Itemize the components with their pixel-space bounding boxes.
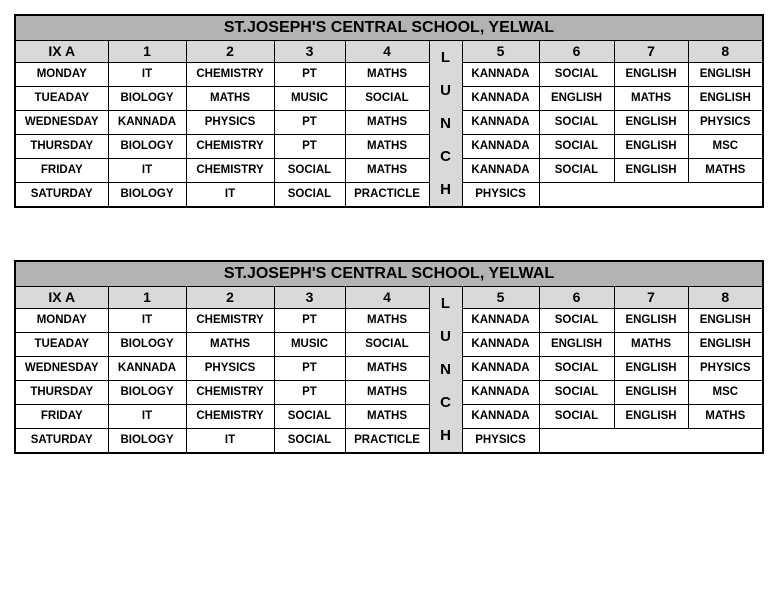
subject-cell: BIOLOGY [108,428,186,453]
subject-cell: KANNADA [462,86,539,110]
subject-cell: IT [108,158,186,182]
lunch-column [429,287,462,454]
subject-cell: ENGLISH [688,308,763,332]
subject-cell: SOCIAL [274,404,345,428]
subject-cell: KANNADA [462,308,539,332]
table-row [15,110,763,134]
subject-cell: PT [274,356,345,380]
subject-cell: PT [274,380,345,404]
subject-cell: PT [274,62,345,86]
subject-cell: ENGLISH [614,308,688,332]
table-row [15,134,763,158]
subject-cell: ENGLISH [614,134,688,158]
subject-cell: SOCIAL [345,332,429,356]
period-header: 3 [274,287,345,309]
subject-cell: SOCIAL [539,404,614,428]
lunch-letter: L [440,49,451,66]
period-header: 4 [345,41,429,63]
period-header: 5 [462,287,539,309]
day-label: THURSDAY [15,134,108,158]
subject-cell: PT [274,110,345,134]
subject-cell: KANNADA [108,356,186,380]
subject-cell: IT [108,62,186,86]
lunch-letter: C [440,148,451,165]
lunch-letter: U [440,82,451,99]
subject-cell: MATHS [345,62,429,86]
subject-cell: KANNADA [462,404,539,428]
subject-cell: SOCIAL [539,62,614,86]
period-header: 7 [614,287,688,309]
day-label: SATURDAY [15,182,108,207]
subject-cell: BIOLOGY [108,332,186,356]
subject-cell: ENGLISH [688,332,763,356]
subject-cell: SOCIAL [274,158,345,182]
subject-cell: ENGLISH [614,380,688,404]
day-label: WEDNESDAY [15,110,108,134]
day-label: WEDNESDAY [15,356,108,380]
school-title: ST.JOSEPH'S CENTRAL SCHOOL, YELWAL [15,15,763,41]
period-header: 4 [345,287,429,309]
subject-cell: PRACTICLE [345,182,429,207]
subject-cell: SOCIAL [539,134,614,158]
lunch-letter: U [440,328,451,345]
period-header: 6 [539,287,614,309]
lunch-column [429,41,462,208]
lunch-letter: N [440,361,451,378]
subject-cell: PHYSICS [186,110,274,134]
period-header: 3 [274,41,345,63]
subject-cell: PT [274,308,345,332]
class-label: IX A [15,287,108,309]
subject-cell: MATHS [345,134,429,158]
subject-cell: MATHS [345,404,429,428]
subject-cell: ENGLISH [539,332,614,356]
subject-cell: KANNADA [462,158,539,182]
day-label: FRIDAY [15,158,108,182]
subject-cell: PHYSICS [186,356,274,380]
subject-cell: SOCIAL [539,356,614,380]
period-header: 2 [186,287,274,309]
subject-cell: ENGLISH [614,158,688,182]
period-header: 8 [688,287,763,309]
subject-cell: SOCIAL [274,428,345,453]
lunch-letter: H [440,427,451,444]
empty-cell [539,182,763,207]
day-label: MONDAY [15,308,108,332]
table-row [15,62,763,86]
subject-cell: BIOLOGY [108,182,186,207]
period-header: 7 [614,41,688,63]
period-header: 8 [688,41,763,63]
lunch-letter: C [440,394,451,411]
empty-cell [539,428,763,453]
subject-cell: MUSIC [274,332,345,356]
timetable-top [14,14,764,208]
subject-cell: IT [186,182,274,207]
subject-cell: MUSIC [274,86,345,110]
subject-cell: ENGLISH [614,356,688,380]
subject-cell: MATHS [186,86,274,110]
day-label: MONDAY [15,62,108,86]
subject-cell: KANNADA [462,380,539,404]
subject-cell: IT [108,308,186,332]
subject-cell: ENGLISH [688,62,763,86]
subject-cell: KANNADA [462,62,539,86]
table-row [15,158,763,182]
subject-cell: KANNADA [462,356,539,380]
subject-cell: BIOLOGY [108,134,186,158]
period-header: 1 [108,287,186,309]
subject-cell: PT [274,134,345,158]
subject-cell: CHEMISTRY [186,380,274,404]
subject-cell: SOCIAL [274,182,345,207]
subject-cell: ENGLISH [614,110,688,134]
subject-cell: MATHS [614,86,688,110]
subject-cell: ENGLISH [614,404,688,428]
subject-cell: BIOLOGY [108,380,186,404]
subject-cell: SOCIAL [539,308,614,332]
table-row [15,86,763,110]
subject-cell: CHEMISTRY [186,62,274,86]
day-label: THURSDAY [15,380,108,404]
subject-cell: ENGLISH [688,86,763,110]
subject-cell: MATHS [345,110,429,134]
subject-cell: MSC [688,134,763,158]
subject-cell: PHYSICS [688,110,763,134]
class-label: IX A [15,41,108,63]
subject-cell: CHEMISTRY [186,308,274,332]
subject-cell: KANNADA [462,332,539,356]
subject-cell: BIOLOGY [108,86,186,110]
subject-cell: MATHS [186,332,274,356]
subject-cell: CHEMISTRY [186,158,274,182]
subject-cell: CHEMISTRY [186,404,274,428]
subject-cell: MATHS [345,356,429,380]
school-title: ST.JOSEPH'S CENTRAL SCHOOL, YELWAL [15,261,763,287]
subject-cell: MSC [688,380,763,404]
table-row [15,332,763,356]
subject-cell: PRACTICLE [345,428,429,453]
table-row [15,308,763,332]
subject-cell: MATHS [345,380,429,404]
period-header: 2 [186,41,274,63]
subject-cell: MATHS [345,308,429,332]
subject-cell: ENGLISH [614,62,688,86]
table-row [15,182,763,207]
subject-cell: MATHS [688,158,763,182]
subject-cell: KANNADA [462,134,539,158]
subject-cell: MATHS [345,158,429,182]
subject-cell: PHYSICS [688,356,763,380]
subject-cell: CHEMISTRY [186,134,274,158]
subject-cell: KANNADA [108,110,186,134]
subject-cell: MATHS [688,404,763,428]
subject-cell: MATHS [614,332,688,356]
period-header: 5 [462,41,539,63]
table-row [15,356,763,380]
subject-cell: IT [186,428,274,453]
table-row [15,380,763,404]
subject-cell: SOCIAL [539,380,614,404]
day-label: TUEADAY [15,332,108,356]
lunch-letter: L [440,295,451,312]
lunch-letter: N [440,115,451,132]
table-row [15,428,763,453]
subject-cell: PHYSICS [462,428,539,453]
period-header: 6 [539,41,614,63]
subject-cell: KANNADA [462,110,539,134]
day-label: FRIDAY [15,404,108,428]
table-row [15,404,763,428]
lunch-letter: H [440,181,451,198]
period-header: 1 [108,41,186,63]
subject-cell: SOCIAL [345,86,429,110]
subject-cell: IT [108,404,186,428]
day-label: SATURDAY [15,428,108,453]
subject-cell: SOCIAL [539,158,614,182]
subject-cell: PHYSICS [462,182,539,207]
subject-cell: ENGLISH [539,86,614,110]
day-label: TUEADAY [15,86,108,110]
subject-cell: SOCIAL [539,110,614,134]
timetable-bottom [14,260,764,454]
